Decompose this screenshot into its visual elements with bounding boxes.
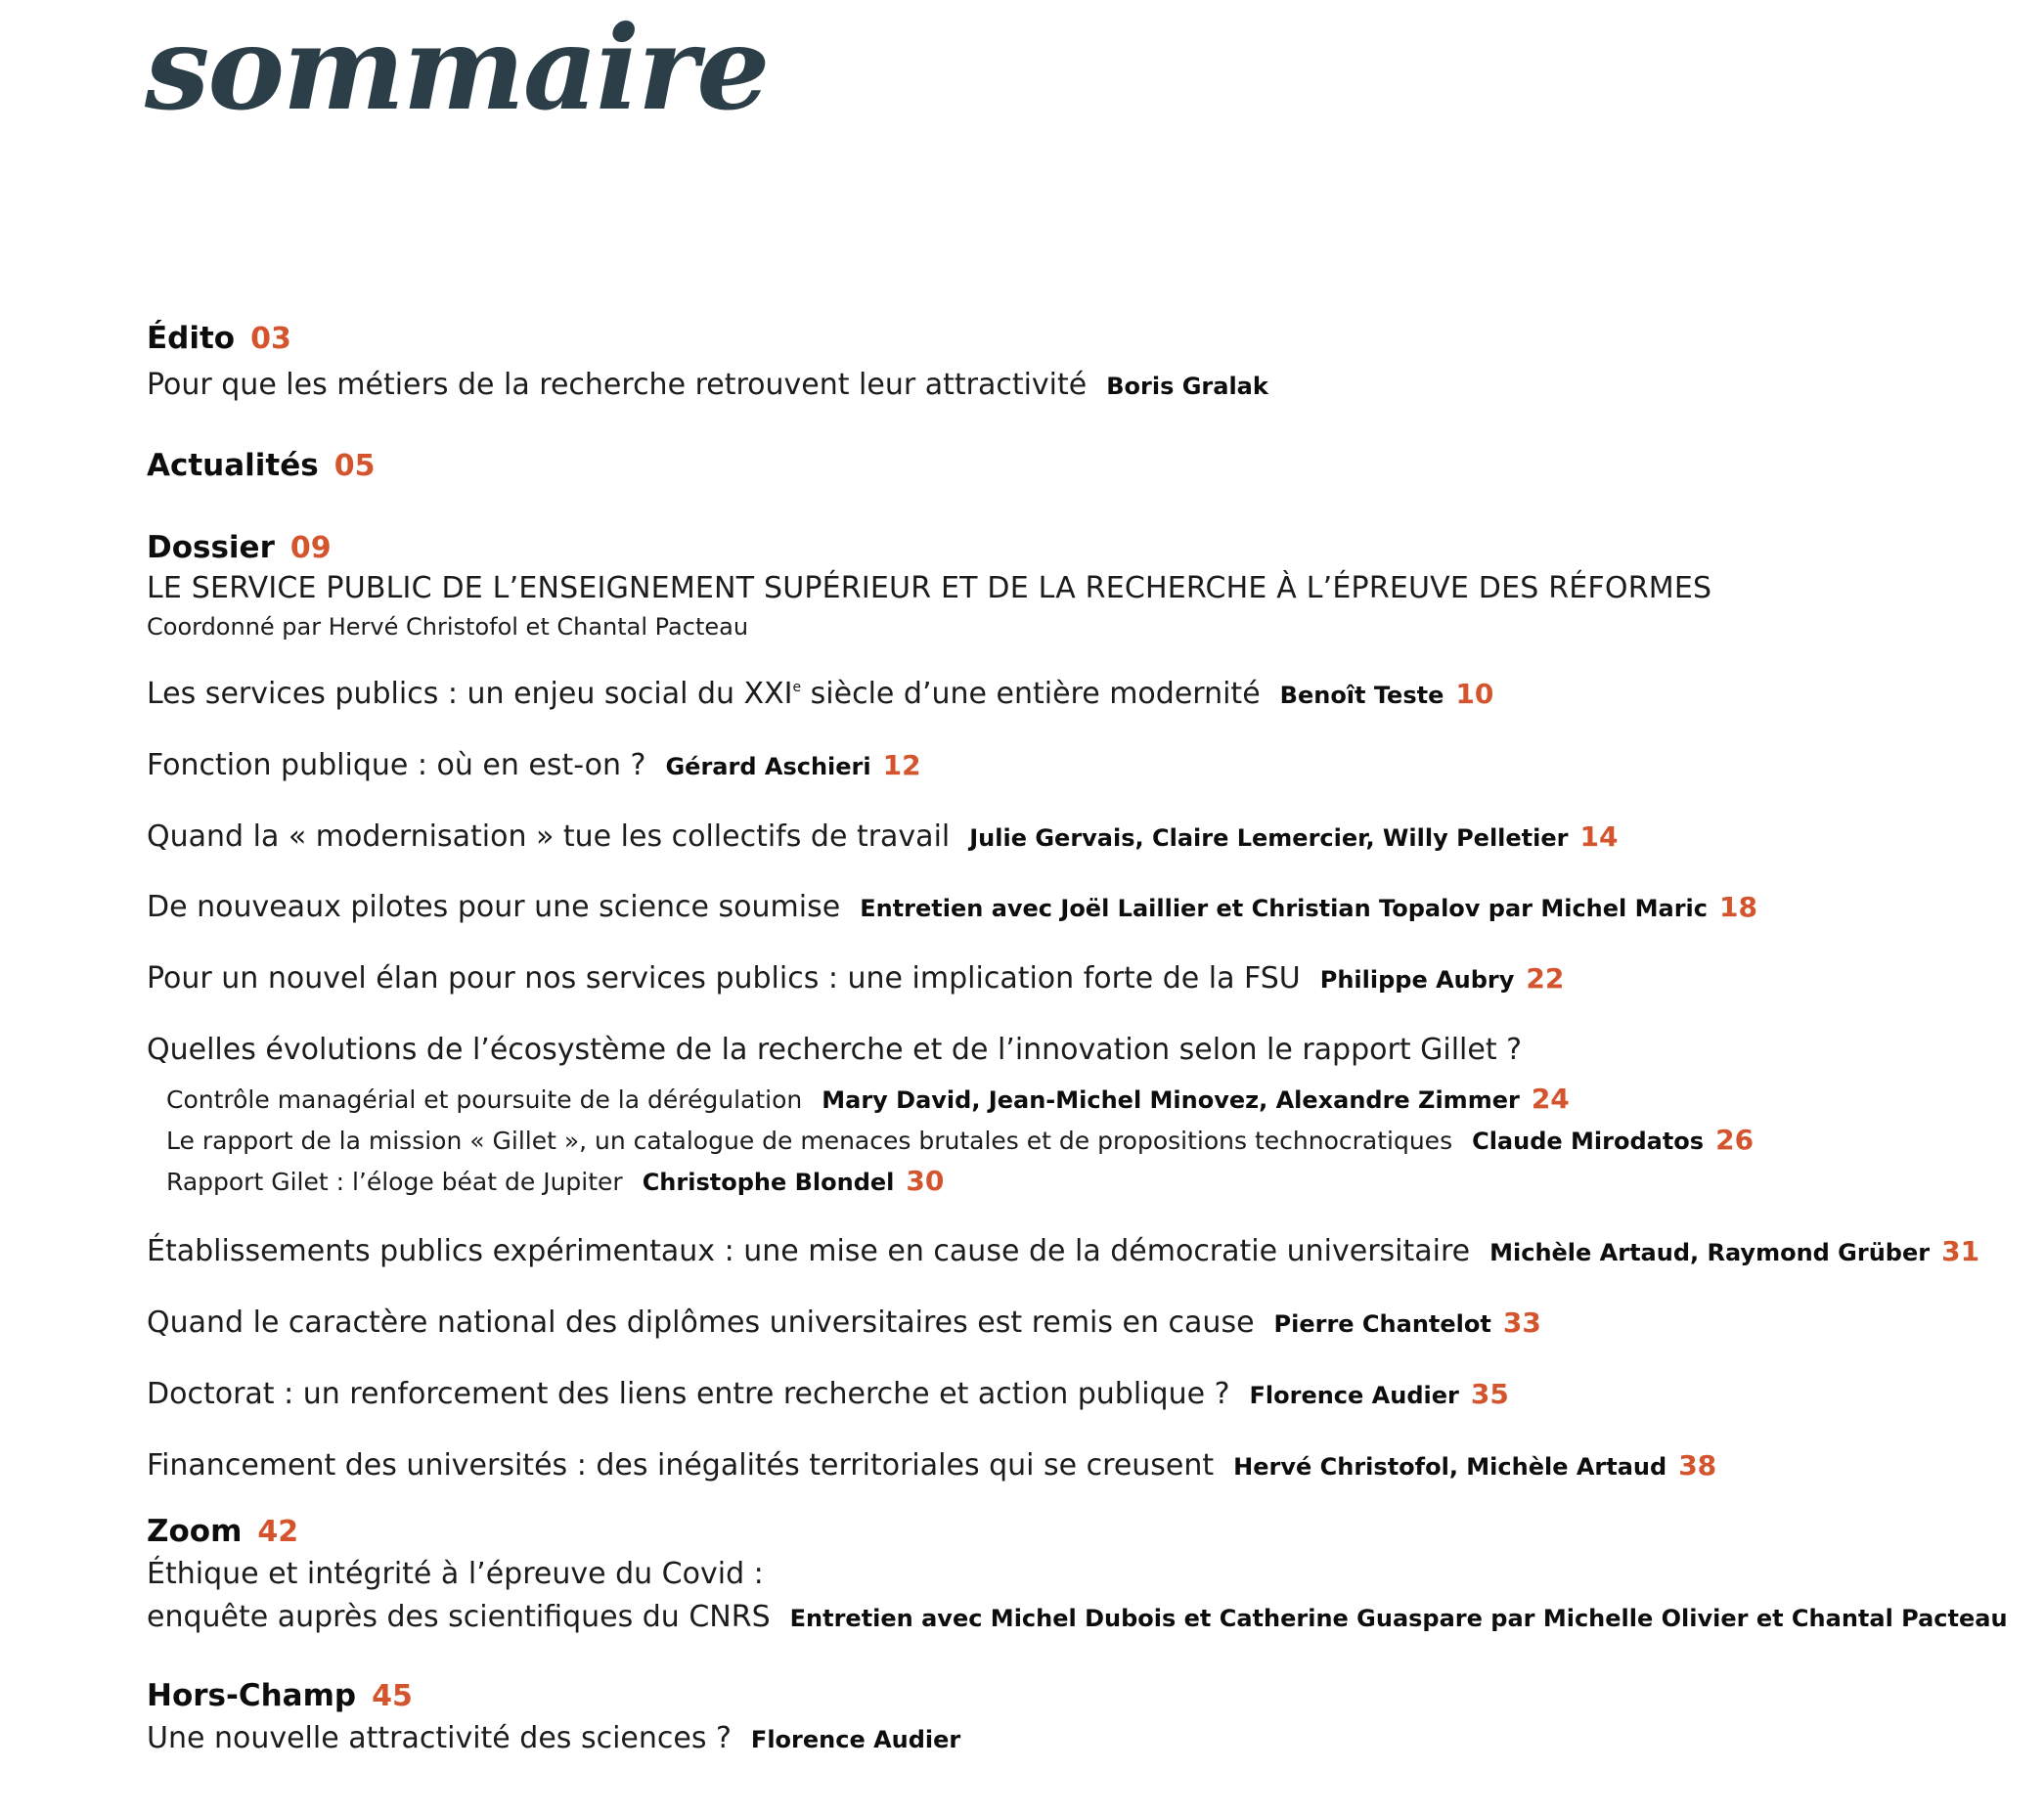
section-actualites-heading — [147, 448, 375, 483]
article-title: enquête auprès des scientifiques du CNRS — [147, 1600, 771, 1634]
article-title: Financement des universités : des inégalités territoriales qui se creusent — [147, 1448, 1215, 1483]
section-name: Édito — [147, 321, 236, 356]
article-title: Une nouvelle attractivité des sciences ? — [147, 1721, 732, 1755]
article-title: Établissements publics expérimentaux : une mise en cause de la démocratie universitaire — [147, 1234, 1471, 1268]
page-number: 18 — [1719, 891, 1757, 923]
page-number: 35 — [1470, 1378, 1509, 1410]
zoom-article — [147, 1600, 2008, 1634]
edito-article — [147, 368, 1268, 402]
toc-subentry — [166, 1165, 944, 1197]
article-author: Philippe Aubry — [1319, 966, 1515, 994]
article-title: Les services publics : un enjeu social du XXIe siècle d’une entière modernité — [147, 677, 1261, 711]
page-number: 30 — [906, 1165, 945, 1197]
page-title: sommaire — [145, 0, 769, 136]
article-author: Florence Audier — [750, 1726, 961, 1753]
section-edito-heading — [147, 321, 291, 356]
toc-subentry — [166, 1124, 1754, 1156]
section-name: Dossier — [147, 530, 275, 565]
section-hors-champ-heading — [147, 1678, 413, 1713]
article-author: Hervé Christofol, Michèle Artaud — [1233, 1453, 1667, 1481]
page-number: 05 — [333, 449, 376, 483]
toc-entry — [147, 819, 1618, 854]
article-author: Florence Audier — [1249, 1382, 1459, 1409]
hors-champ-article — [147, 1721, 960, 1755]
article-author: Claude Mirodatos — [1472, 1128, 1705, 1155]
toc-entry — [147, 1306, 1541, 1340]
article-author: Michèle Artaud, Raymond Grüber — [1489, 1239, 1931, 1266]
toc-entry — [147, 1377, 1509, 1411]
article-title: Quelles évolutions de l’écosystème de la recherche et de l’innovation selon le rapport Gillet ? — [147, 1033, 1523, 1067]
page-number: 09 — [289, 531, 332, 565]
article-title: De nouveaux pilotes pour une science soumise — [147, 890, 841, 924]
page-number: 26 — [1715, 1124, 1755, 1156]
section-name: Hors-Champ — [147, 1678, 357, 1713]
article-author: Mary David, Jean-Michel Minovez, Alexandre Zimmer — [822, 1086, 1520, 1114]
section-name: Actualités — [147, 448, 319, 483]
page-number: 14 — [1579, 820, 1619, 853]
toc-entry — [147, 748, 921, 782]
article-author: Pierre Chantelot — [1273, 1310, 1491, 1338]
page-number: 42 — [257, 1515, 299, 1549]
article-title: Pour que les métiers de la recherche retrouvent leur attractivité — [147, 368, 1088, 402]
toc-subentry — [166, 1083, 1570, 1115]
article-title: Doctorat : un renforcement des liens entre recherche et action publique ? — [147, 1377, 1230, 1411]
page-number: 45 — [372, 1679, 413, 1713]
toc-entry — [147, 1448, 1716, 1483]
toc-entry — [147, 890, 1757, 924]
article-author: Benoît Teste — [1279, 682, 1444, 709]
section-zoom-heading — [147, 1514, 298, 1549]
page-number: 38 — [1678, 1449, 1717, 1482]
article-author: Christophe Blondel — [642, 1169, 895, 1196]
page-number: 24 — [1531, 1083, 1570, 1115]
article-author: Julie Gervais, Claire Lemercier, Willy Pelletier — [969, 824, 1569, 852]
page-number: 33 — [1502, 1306, 1541, 1339]
section-dossier-heading — [147, 530, 332, 565]
article-author: Entretien avec Joël Laillier et Christian Topalov par Michel Maric — [860, 895, 1708, 922]
toc-group-title — [147, 1033, 1522, 1067]
article-title: Rapport Gilet : l’éloge béat de Jupiter — [166, 1168, 623, 1196]
article-title: Fonction publique : où en est-on ? — [147, 748, 646, 782]
page-number: 03 — [250, 322, 291, 356]
section-name: Zoom — [147, 1514, 243, 1549]
dossier-theme: LE SERVICE PUBLIC DE L’ENSEIGNEMENT SUPÉRIEUR ET DE LA RECHERCHE À L’ÉPREUVE DES RÉFORMES — [147, 571, 1712, 605]
article-title: Quand le caractère national des diplômes universitaires est remis en cause — [147, 1306, 1255, 1340]
page-number: 31 — [1941, 1235, 1980, 1267]
article-title: Le rapport de la mission « Gillet », un catalogue de menaces brutales et de propositions technocratiques — [166, 1127, 1453, 1155]
zoom-title-line1: Éthique et intégrité à l’épreuve du Covid : — [147, 1557, 764, 1591]
dossier-coordination: Coordonné par Hervé Christofol et Chantal Pacteau — [147, 613, 749, 641]
article-author: Boris Gralak — [1106, 373, 1268, 400]
page-number: 22 — [1526, 962, 1565, 995]
article-title: Contrôle managérial et poursuite de la dérégulation — [166, 1085, 803, 1114]
toc-entry — [147, 961, 1564, 996]
page-number: 10 — [1455, 678, 1494, 710]
article-author: Gérard Aschieri — [665, 753, 871, 780]
page-number: 12 — [882, 749, 921, 781]
toc-entry — [147, 1234, 1979, 1268]
article-author: Entretien avec Michel Dubois et Catherine Guaspare par Michelle Olivier et Chantal Pacteau — [789, 1605, 2008, 1632]
toc-entry — [147, 677, 1493, 711]
article-title: Pour un nouvel élan pour nos services publics : une implication forte de la FSU — [147, 961, 1301, 996]
article-title: Quand la « modernisation » tue les collectifs de travail — [147, 819, 951, 854]
